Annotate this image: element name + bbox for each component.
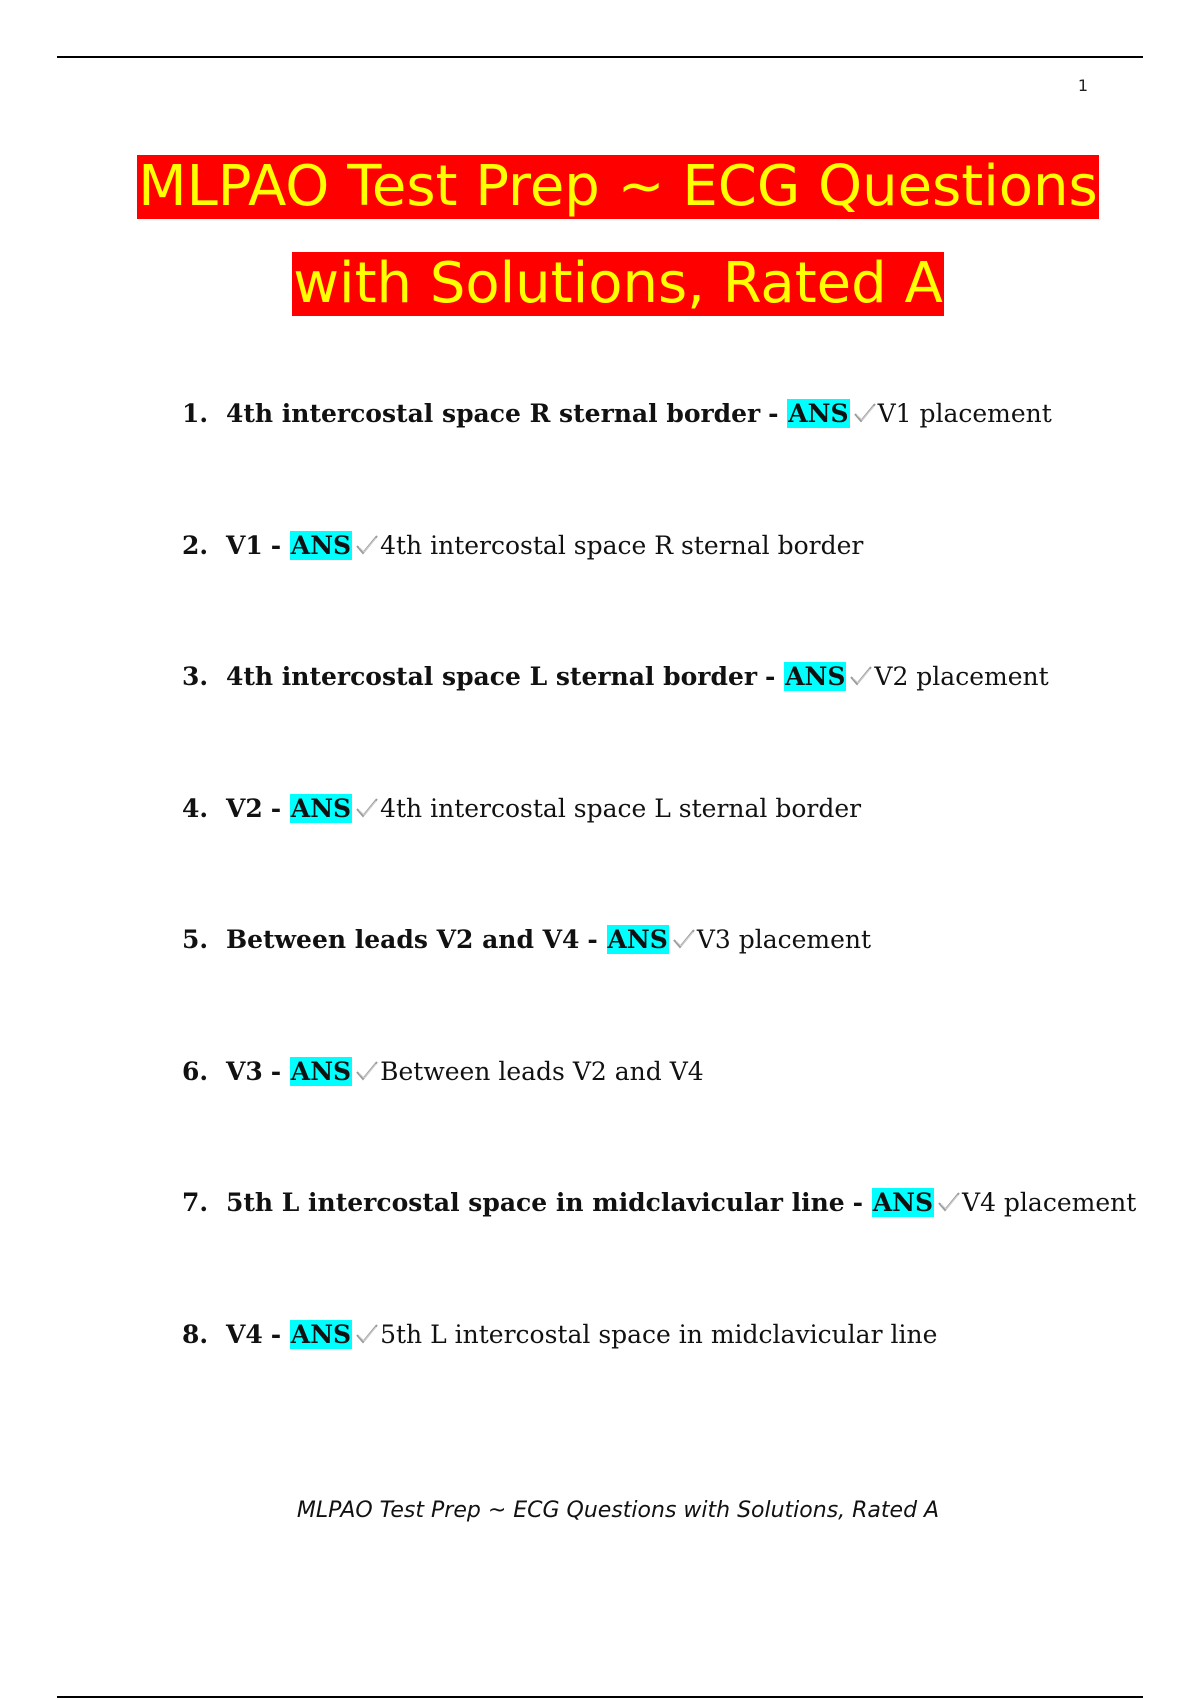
answer-text: 4th intercostal space R sternal border: [380, 530, 864, 560]
question-text: V4: [225, 1319, 263, 1349]
item-number: 4.: [182, 793, 209, 823]
answer-text: 4th intercostal space L sternal border: [380, 793, 862, 823]
question-text: 4th intercostal space L sternal border: [225, 662, 758, 691]
ans-label: ANS: [290, 793, 352, 823]
separator: -: [764, 662, 785, 691]
separator: -: [270, 530, 290, 560]
question-text: 5th L intercostal space in midclavicular line: [225, 1188, 845, 1217]
ans-label: ANS: [290, 530, 352, 560]
ans-label: ANS: [290, 1319, 352, 1349]
item-number: 3.: [182, 662, 209, 691]
answer-text: V2 placement: [874, 662, 1049, 691]
checkmark-icon: [852, 401, 878, 425]
separator: -: [270, 1056, 290, 1086]
list-item: [182, 1054, 1136, 1186]
item-number: 5.: [182, 925, 209, 954]
ans-label: ANS: [607, 925, 668, 954]
separator: -: [270, 793, 290, 823]
list-item: [182, 396, 1136, 528]
checkmark-icon: [354, 1322, 380, 1346]
page-number: 1: [1077, 76, 1088, 95]
question-text: 4th intercostal space R sternal border: [225, 399, 761, 428]
title-line-1: MLPAO Test Prep ~ ECG Questions: [138, 154, 1098, 219]
ans-label: ANS: [290, 1056, 352, 1086]
list-item: [182, 528, 1136, 660]
separator: -: [270, 1319, 290, 1349]
ans-label: ANS: [785, 662, 846, 691]
list-item: [182, 1185, 1136, 1317]
question-list: [182, 396, 1136, 1448]
separator: -: [587, 925, 607, 954]
item-number: 8.: [182, 1319, 209, 1349]
ans-label: ANS: [872, 1188, 934, 1217]
item-number: 2.: [182, 530, 209, 560]
checkmark-icon: [848, 664, 874, 688]
checkmark-icon: [671, 927, 697, 951]
item-number: 1.: [182, 399, 209, 428]
question-text: V1: [225, 530, 263, 560]
footer-rule: [57, 1696, 1143, 1698]
answer-text: Between leads V2 and V4: [380, 1056, 704, 1086]
answer-text: V1 placement: [877, 399, 1052, 428]
ans-label: ANS: [788, 399, 849, 428]
item-number: 7.: [182, 1188, 209, 1217]
list-item: [182, 791, 1136, 923]
separator: -: [768, 399, 788, 428]
question-text: V3: [225, 1056, 263, 1086]
checkmark-icon: [354, 1059, 380, 1083]
question-text: Between leads V2 and V4: [225, 925, 580, 954]
list-item: [182, 659, 1136, 791]
answer-text: 5th L intercostal space in midclavicular line: [380, 1319, 938, 1349]
checkmark-icon: [354, 533, 380, 557]
header-rule: [57, 56, 1143, 58]
answer-text: V4 placement: [962, 1188, 1137, 1217]
question-text: V2: [225, 793, 263, 823]
item-number: 6.: [182, 1056, 209, 1086]
checkmark-icon: [936, 1190, 962, 1214]
list-item: [182, 1317, 1136, 1449]
answer-text: V3 placement: [696, 925, 872, 954]
checkmark-icon: [354, 796, 380, 820]
footer-text: MLPAO Test Prep ~ ECG Questions with Solutions, Rated A: [296, 1498, 940, 1523]
title-line-2: with Solutions, Rated A: [293, 251, 943, 316]
document-title: [0, 138, 1200, 332]
list-item: [182, 922, 1136, 1054]
separator: -: [852, 1188, 872, 1217]
